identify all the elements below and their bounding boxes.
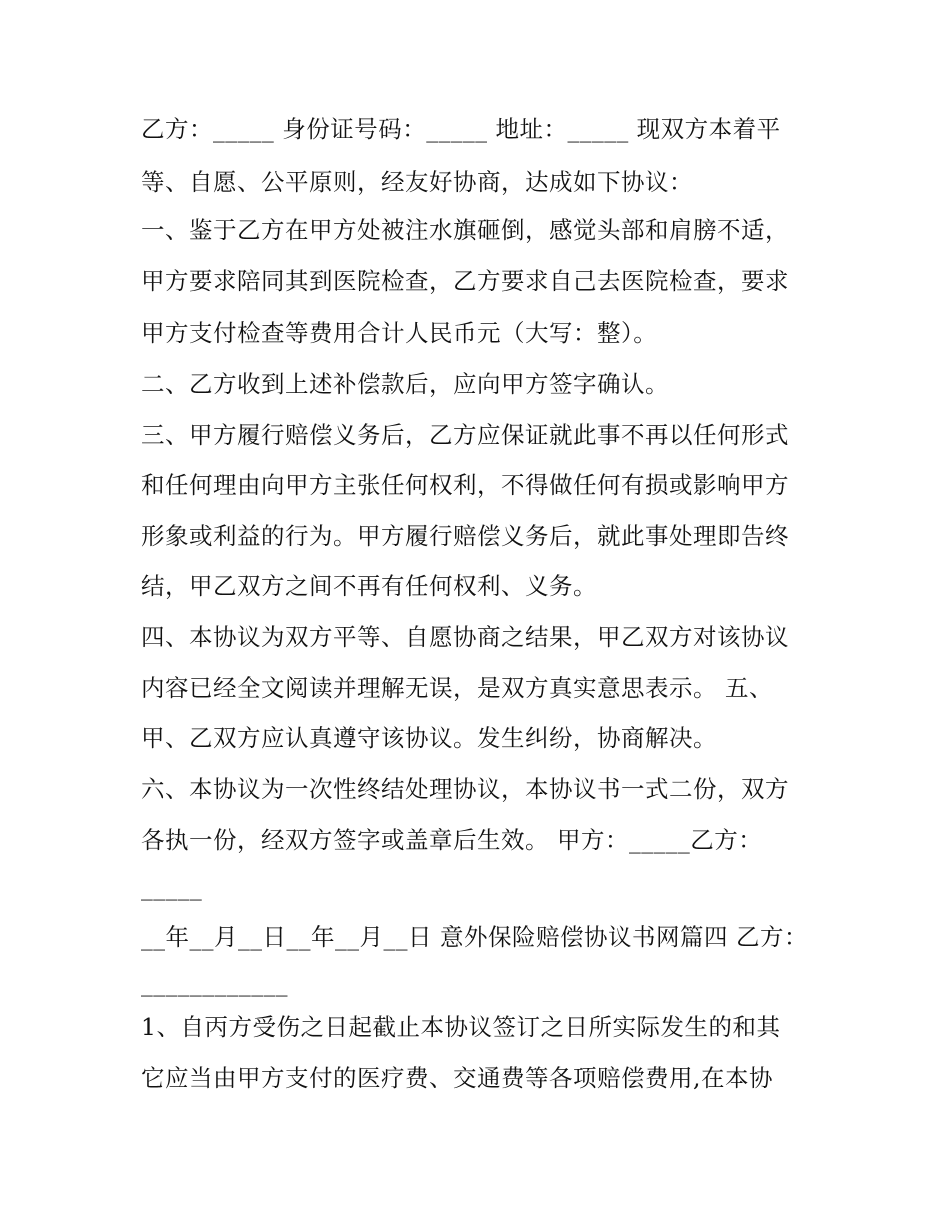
text-line-9: 形象或利益的行为。甲方履行赔偿义务后，就此事处理即告终 (141, 522, 789, 550)
text-line-15: 各执一份，经双方签字或盖章后生效。 甲方：_____乙方： (141, 826, 763, 854)
text-line-14: 六、本协议为一次性终结处理协议，本协议书一式二份，双方 (141, 775, 789, 803)
text-line-5: 甲方支付检查等费用合计人民币元（大写：整）。 (141, 319, 658, 347)
text-line-13: 甲、乙双方应认真遵守该协议。发生纠纷，协商解决。 (141, 724, 717, 752)
text-line-10: 结，甲乙双方之间不再有任何权利、义务。 (141, 572, 597, 600)
text-line-2: 等、自愿、公平原则，经友好协商，达成如下协议： (141, 168, 693, 196)
text-line-3: 一、鉴于乙方在甲方处被注水旗砸倒，感觉头部和肩膀不适， (141, 216, 789, 244)
text-line-20: 它应当由甲方支付的医疗费、交通费等各项赔偿费用,在本协 (141, 1064, 773, 1092)
text-line-7: 三、甲方履行赔偿义务后，乙方应保证就此事不再以任何形式 (141, 421, 789, 449)
text-line-11: 四、本协议为双方平等、自愿协商之结果，甲乙双方对该协议 (141, 623, 789, 651)
text-line-19: 1、自丙方受伤之日起截止本协议签订之日所实际发生的和其 (141, 1013, 781, 1041)
text-line-6: 二、乙方收到上述补偿款后，应向甲方签字确认。 (141, 370, 669, 398)
text-line-4: 甲方要求陪同其到医院检查，乙方要求自己去医院检查，要求 (141, 267, 789, 295)
text-line-18: ____________ (141, 969, 288, 997)
text-line-16: _____ (141, 873, 203, 901)
text-line-8: 和任何理由向甲方主张任何权利，不得做任何有损或影响甲方 (141, 471, 789, 499)
text-line-17: __年__月__日__年__月__日 意外保险赔偿协议书网篇四 乙方： (141, 923, 808, 951)
text-line-12: 内容已经全文阅读并理解无误，是双方真实意思表示。 五、 (141, 674, 773, 702)
text-line-1: 乙方：_____ 身份证号码：_____ 地址：_____ 现双方本着平 (141, 115, 781, 143)
